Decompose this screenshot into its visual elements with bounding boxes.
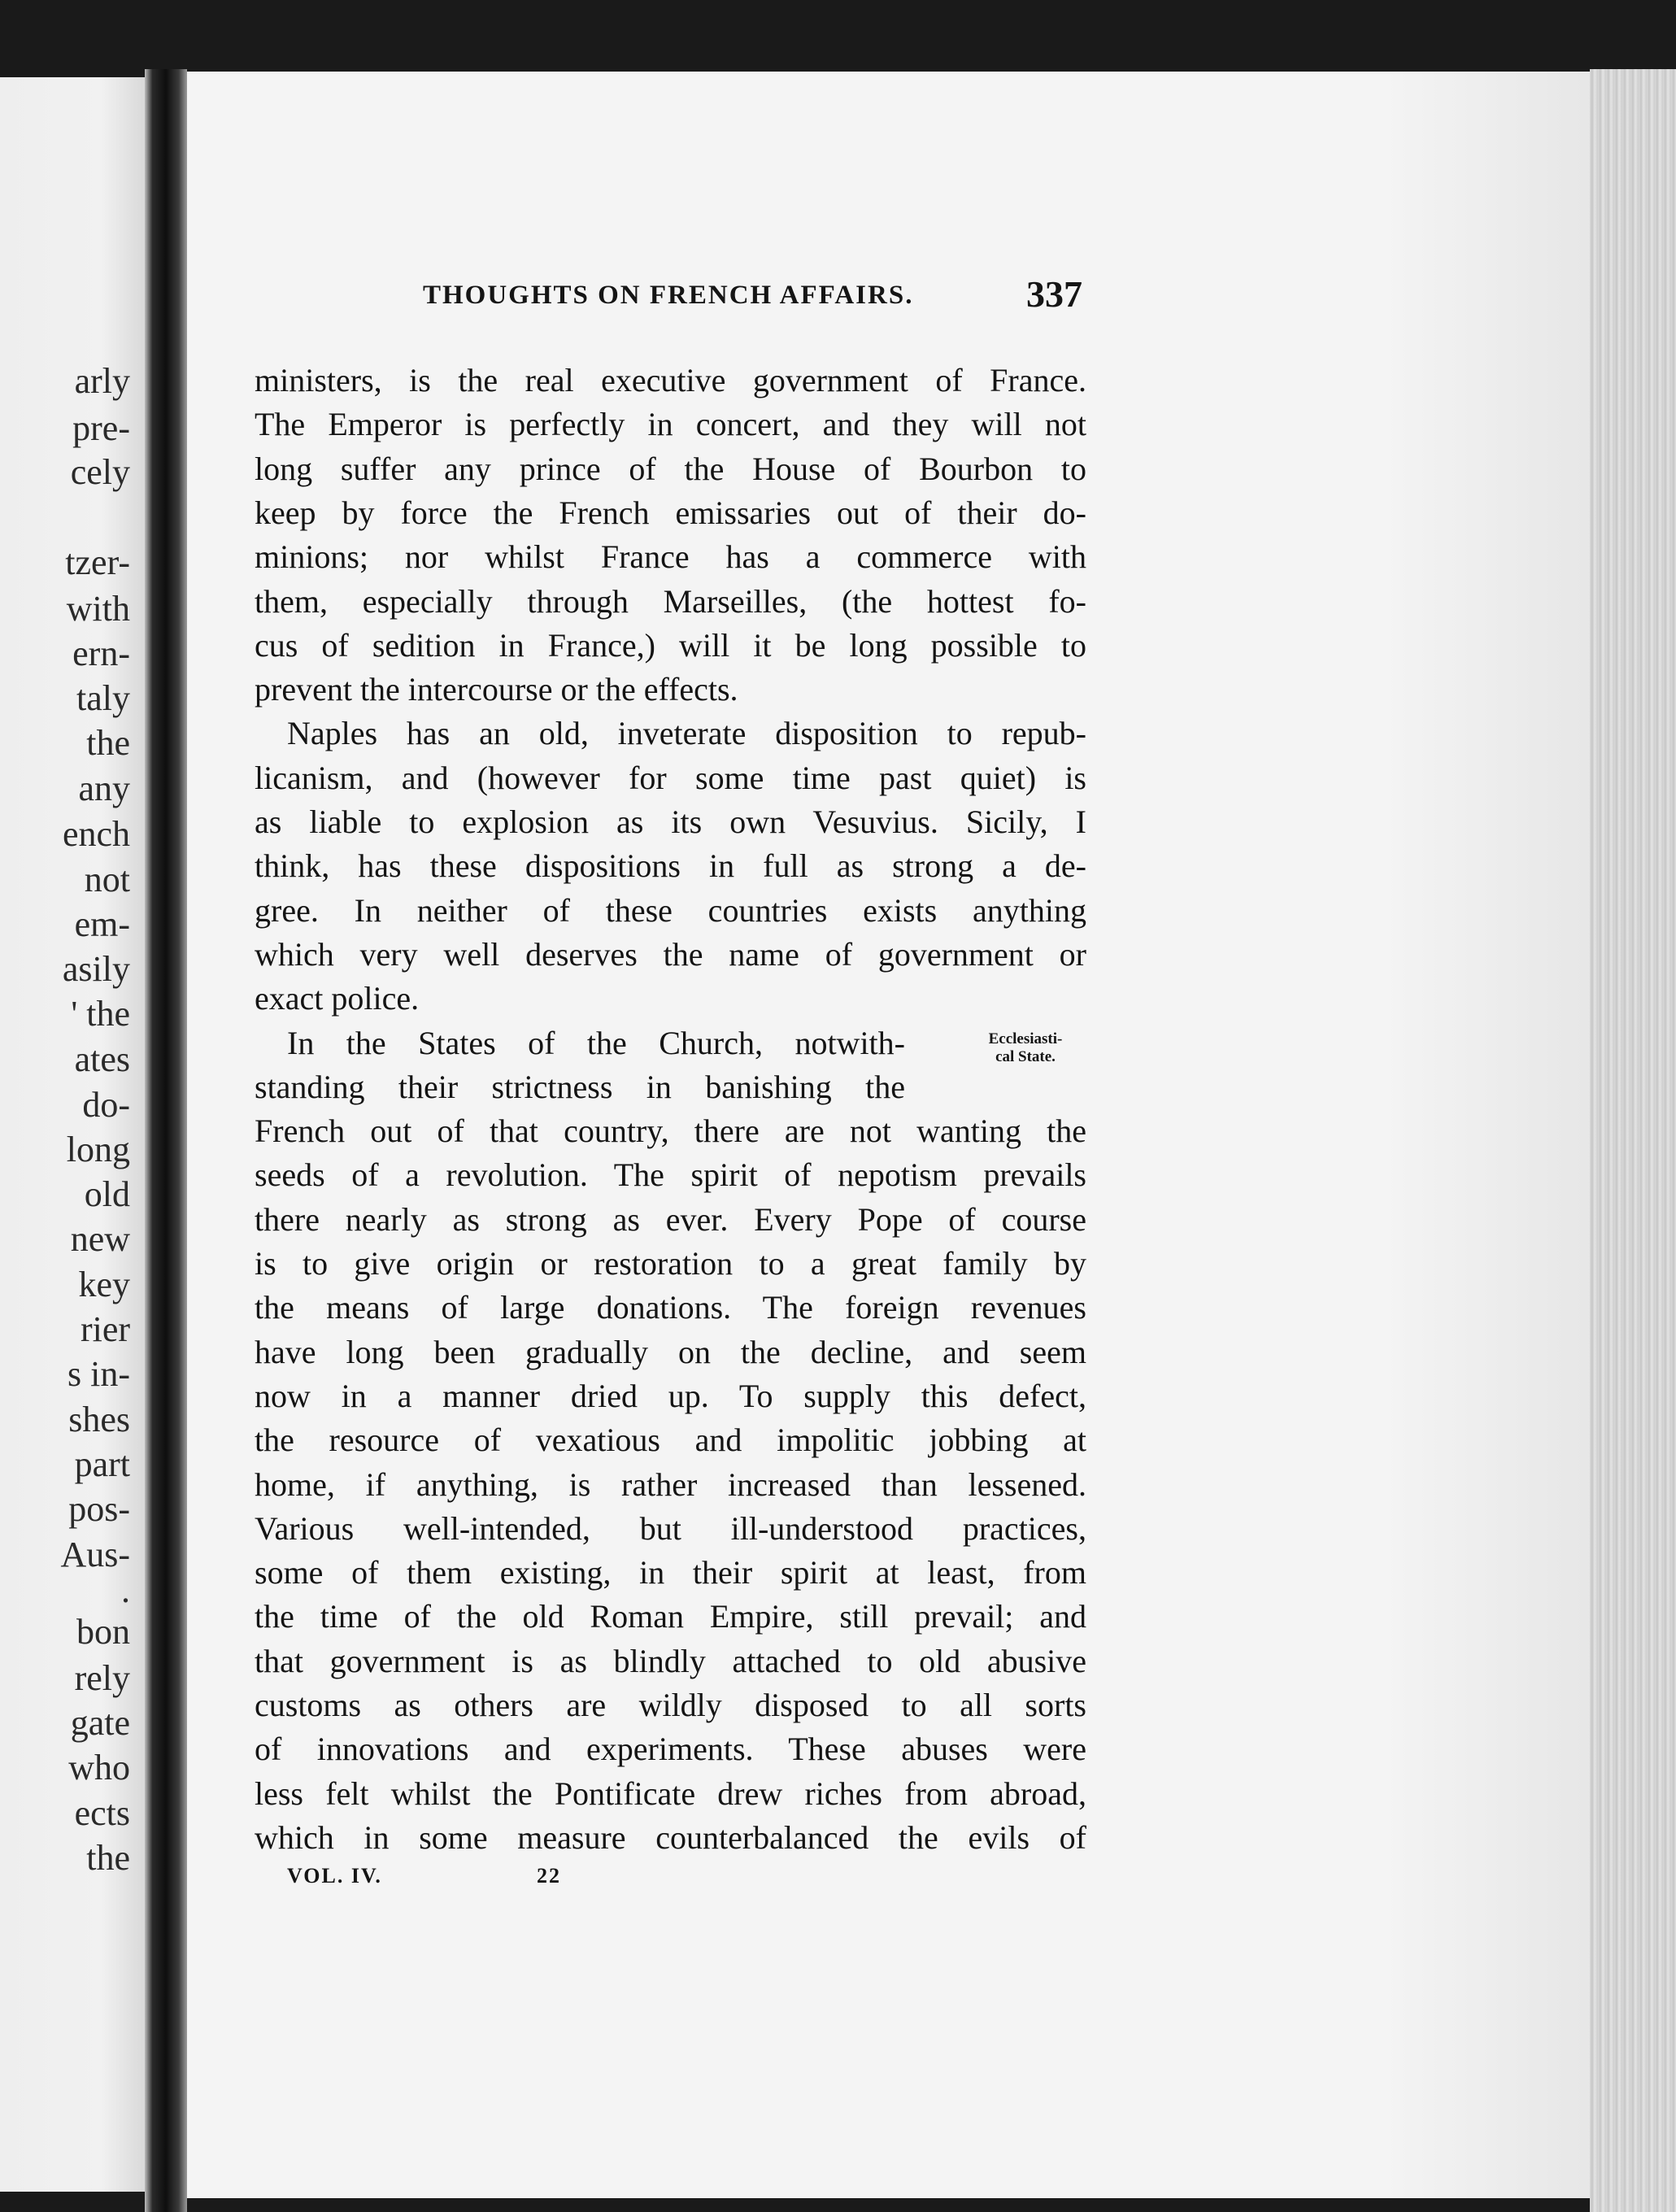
page-edges (1590, 69, 1676, 2212)
facing-page-line: ects (74, 1793, 130, 1833)
facing-page (0, 77, 145, 2192)
facing-page-line: old (84, 1174, 130, 1214)
facing-page-line: bon (76, 1612, 130, 1652)
text-line: there nearly as strong as ever. Every Pope of course (255, 1201, 1086, 1238)
text-line: of innovations and experiments. These abuses were (255, 1731, 1086, 1767)
margin-note-line: Ecclesiasti- (988, 1030, 1063, 1047)
text-line: keep by force the French emissaries out of their do- (255, 494, 1086, 531)
text-line: home, if anything, is rather increased than lessened. (255, 1466, 1086, 1503)
text-line: which in some measure counterbalanced the evils of (255, 1819, 1086, 1856)
facing-page-line: pre- (72, 408, 130, 448)
text-line: them, especially through Marseilles, (the hottest fo- (255, 583, 1086, 620)
text-line: customs as others are wildly disposed to all sorts (255, 1687, 1086, 1723)
facing-page-line: tzer- (65, 542, 130, 582)
text-line: prevent the intercourse or the effects. (255, 671, 738, 708)
text-line: some of them existing, in their spirit at least, from (255, 1554, 1086, 1591)
facing-page-line: the (86, 723, 130, 763)
facing-page-line: the (86, 1838, 130, 1878)
text-line: minions; nor whilst France has a commerce with (255, 538, 1086, 575)
facing-page-line: long (66, 1130, 130, 1169)
facing-page-line: s in- (67, 1354, 130, 1394)
facing-page-line: ench (62, 814, 130, 854)
text-line: the resource of vexatious and impolitic jobbing at (255, 1422, 1086, 1458)
facing-page-line: arly (74, 361, 130, 401)
page-shading (1382, 72, 1590, 2198)
facing-page-line: who (68, 1748, 130, 1787)
text-line: is to give origin or restoration to a great family by (255, 1245, 1086, 1282)
text-line: Naples has an old, inveterate disposition to repub- (287, 715, 1086, 751)
text-line: standing their strictness in banishing the (255, 1069, 905, 1105)
facing-page-line: cely (70, 452, 130, 492)
facing-page-line: asily (62, 949, 130, 989)
text-line: seeds of a revolution. The spirit of nepotism prevails (255, 1156, 1086, 1193)
text-line: Various well-intended, but ill-understood practices, (255, 1510, 1086, 1547)
text-line: which very well deserves the name of government or (255, 936, 1086, 973)
text-line: In the States of the Church, notwith- (287, 1025, 905, 1061)
text-line: licanism, and (however for some time past quiet) is (255, 760, 1086, 796)
text-line: ministers, is the real executive government of France. (255, 362, 1086, 398)
text-line: have long been gradually on the decline, and seem (255, 1334, 1086, 1370)
facing-page-line: rely (74, 1658, 130, 1698)
text-line: as liable to explosion as its own Vesuvius. Sicily, I (255, 803, 1086, 840)
text-line: that government is as blindly attached to old abusive (255, 1643, 1086, 1679)
facing-page-line: shes (68, 1400, 130, 1439)
facing-page-line: gate (70, 1703, 130, 1743)
text-line: cus of sedition in France,) will it be long possible to (255, 627, 1086, 664)
facing-page-line: new (70, 1219, 130, 1259)
facing-page-line: do- (82, 1085, 130, 1125)
margin-note-line: cal State. (995, 1048, 1056, 1065)
text-line: the means of large donations. The foreign revenues (255, 1289, 1086, 1326)
running-head: THOUGHTS ON FRENCH AFFAIRS. (423, 281, 914, 310)
text-line: long suffer any prince of the House of Bourbon to (255, 451, 1086, 487)
facing-page-line: key (78, 1265, 130, 1304)
facing-page-line: ern- (72, 634, 130, 673)
facing-page-line: any (78, 769, 130, 808)
facing-page-line: not (84, 860, 130, 899)
signature-mark: 22 (537, 1864, 561, 1888)
facing-page-line: . (121, 1570, 130, 1610)
facing-page-line: Aus- (60, 1535, 130, 1574)
text-line: the time of the old Roman Empire, still prevail; and (255, 1598, 1086, 1635)
text-line: gree. In neither of these countries exists anything (255, 892, 1086, 929)
book-gutter (145, 69, 187, 2212)
facing-page-line: ' the (71, 994, 130, 1034)
text-line: exact police. (255, 980, 420, 1017)
text-line: now in a manner dried up. To supply this defect, (255, 1378, 1086, 1414)
facing-page-line: rier (80, 1309, 130, 1349)
text-line: think, has these dispositions in full as strong a de- (255, 847, 1086, 884)
facing-page-line: with (66, 589, 130, 629)
facing-page-line: pos- (68, 1489, 130, 1529)
page-number: 337 (1026, 273, 1082, 315)
volume-mark: VOL. IV. (287, 1864, 382, 1888)
text-line: French out of that country, there are not wanting the (255, 1113, 1086, 1149)
facing-page-line: ates (74, 1039, 130, 1079)
text-line: The Emperor is perfectly in concert, and they will not (255, 406, 1086, 442)
margin-note (956, 1030, 1095, 1066)
facing-page-line: taly (76, 678, 130, 718)
facing-page-line: part (74, 1444, 130, 1484)
text-line: less felt whilst the Pontificate drew riches from abroad, (255, 1775, 1086, 1812)
facing-page-line: em- (74, 904, 130, 944)
